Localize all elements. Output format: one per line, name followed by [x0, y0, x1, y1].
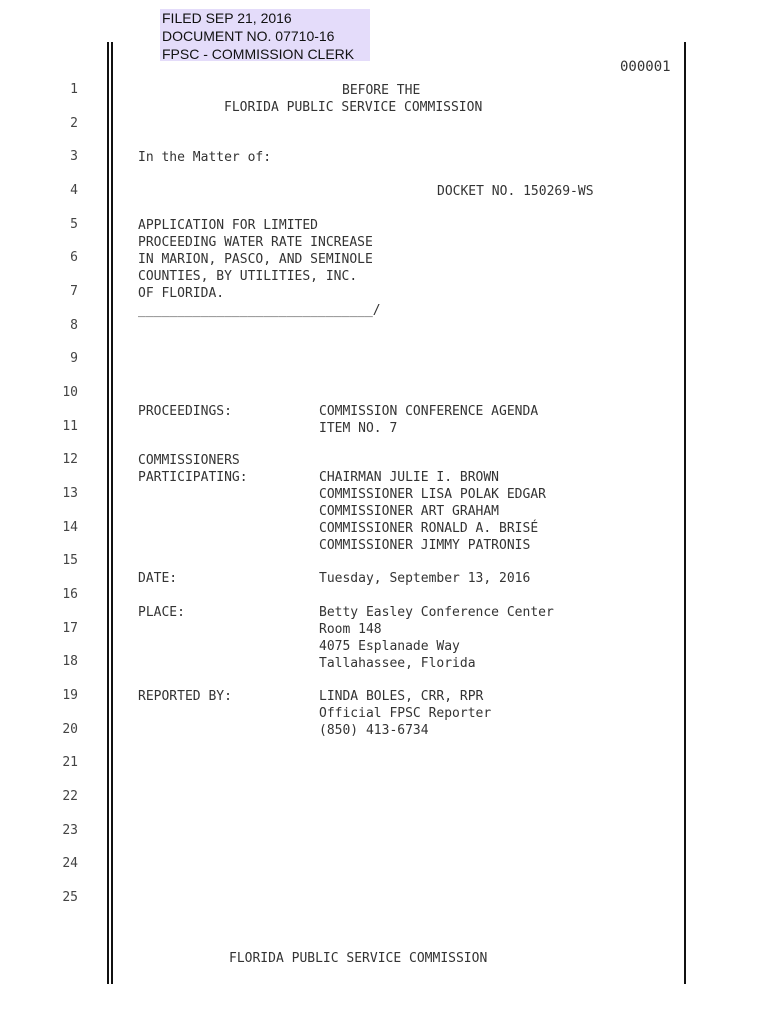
- line-number: 10: [62, 385, 78, 400]
- heading-commission: FLORIDA PUBLIC SERVICE COMMISSION: [224, 100, 483, 115]
- caption-line: COUNTIES, BY UTILITIES, INC.: [138, 269, 358, 284]
- line-number: 5: [70, 217, 78, 232]
- line-number: 9: [70, 351, 78, 366]
- line-number: 1: [70, 82, 78, 97]
- place-line: 4075 Esplanade Way: [319, 639, 460, 654]
- line-number: 7: [70, 284, 78, 299]
- line-number: 6: [70, 250, 78, 265]
- commissioner-name: COMMISSIONER LISA POLAK EDGAR: [319, 487, 546, 502]
- line-number: 20: [62, 722, 78, 737]
- caption-line: IN MARION, PASCO, AND SEMINOLE: [138, 252, 373, 267]
- line-number: 2: [70, 116, 78, 131]
- commissioner-name: COMMISSIONER ART GRAHAM: [319, 504, 500, 519]
- reporter-line: Official FPSC Reporter: [319, 706, 492, 721]
- participating-label: PARTICIPATING:: [138, 470, 248, 485]
- date-label: DATE:: [138, 571, 178, 586]
- line-number: 14: [62, 520, 78, 535]
- line-number: 16: [62, 587, 78, 602]
- place-line: Tallahassee, Florida: [319, 656, 476, 671]
- matter-label: In the Matter of:: [138, 150, 272, 165]
- commissioner-name: COMMISSIONER RONALD A. BRISÉ: [319, 521, 539, 536]
- docket-number: DOCKET NO. 150269-WS: [437, 184, 594, 199]
- stamp-line-clerk: FPSC - COMMISSION CLERK: [162, 46, 355, 62]
- commissioner-name: COMMISSIONER JIMMY PATRONIS: [319, 538, 531, 553]
- stamp-line-filed: FILED SEP 21, 2016: [162, 10, 292, 26]
- line-number: 19: [62, 688, 78, 703]
- line-number: 21: [62, 755, 78, 770]
- commissioners-label: COMMISSIONERS: [138, 453, 240, 468]
- caption-line: APPLICATION FOR LIMITED: [138, 218, 319, 233]
- line-number: 23: [62, 823, 78, 838]
- page-footer: FLORIDA PUBLIC SERVICE COMMISSION: [229, 951, 488, 966]
- line-number: 8: [70, 318, 78, 333]
- filing-stamp: [160, 9, 370, 61]
- left-margin-rule-outer: [107, 42, 109, 984]
- reported-by-label: REPORTED BY:: [138, 689, 232, 704]
- line-number: 3: [70, 149, 78, 164]
- caption-line: OF FLORIDA.: [138, 286, 225, 301]
- page-number: 000001: [620, 59, 671, 75]
- right-margin-rule: [684, 42, 686, 984]
- stamp-line-document: DOCUMENT NO. 07710-16: [162, 28, 335, 44]
- line-number: 12: [62, 452, 78, 467]
- heading-before: BEFORE THE: [342, 83, 421, 98]
- line-number: 13: [62, 486, 78, 501]
- line-number: 18: [62, 654, 78, 669]
- reporter-line: LINDA BOLES, CRR, RPR: [319, 689, 484, 704]
- place-line: Betty Easley Conference Center: [319, 605, 554, 620]
- place-line: Room 148: [319, 622, 382, 637]
- caption-line: PROCEEDING WATER RATE INCREASE: [138, 235, 373, 250]
- reporter-line: (850) 413-6734: [319, 723, 429, 738]
- date-value: Tuesday, September 13, 2016: [319, 571, 531, 586]
- left-margin-rule-inner: [111, 42, 113, 984]
- line-number: 25: [62, 890, 78, 905]
- proceedings-label: PROCEEDINGS:: [138, 404, 232, 419]
- line-number: 11: [62, 419, 78, 434]
- line-number: 17: [62, 621, 78, 636]
- proceedings-value: COMMISSION CONFERENCE AGENDA: [319, 404, 539, 419]
- line-number: 24: [62, 856, 78, 871]
- line-number: 15: [62, 553, 78, 568]
- line-number: 4: [70, 183, 78, 198]
- place-label: PLACE:: [138, 605, 185, 620]
- proceedings-item: ITEM NO. 7: [319, 421, 398, 436]
- caption-separator: ______________________________/: [138, 303, 381, 318]
- commissioner-name: CHAIRMAN JULIE I. BROWN: [319, 470, 500, 485]
- line-number: 22: [62, 789, 78, 804]
